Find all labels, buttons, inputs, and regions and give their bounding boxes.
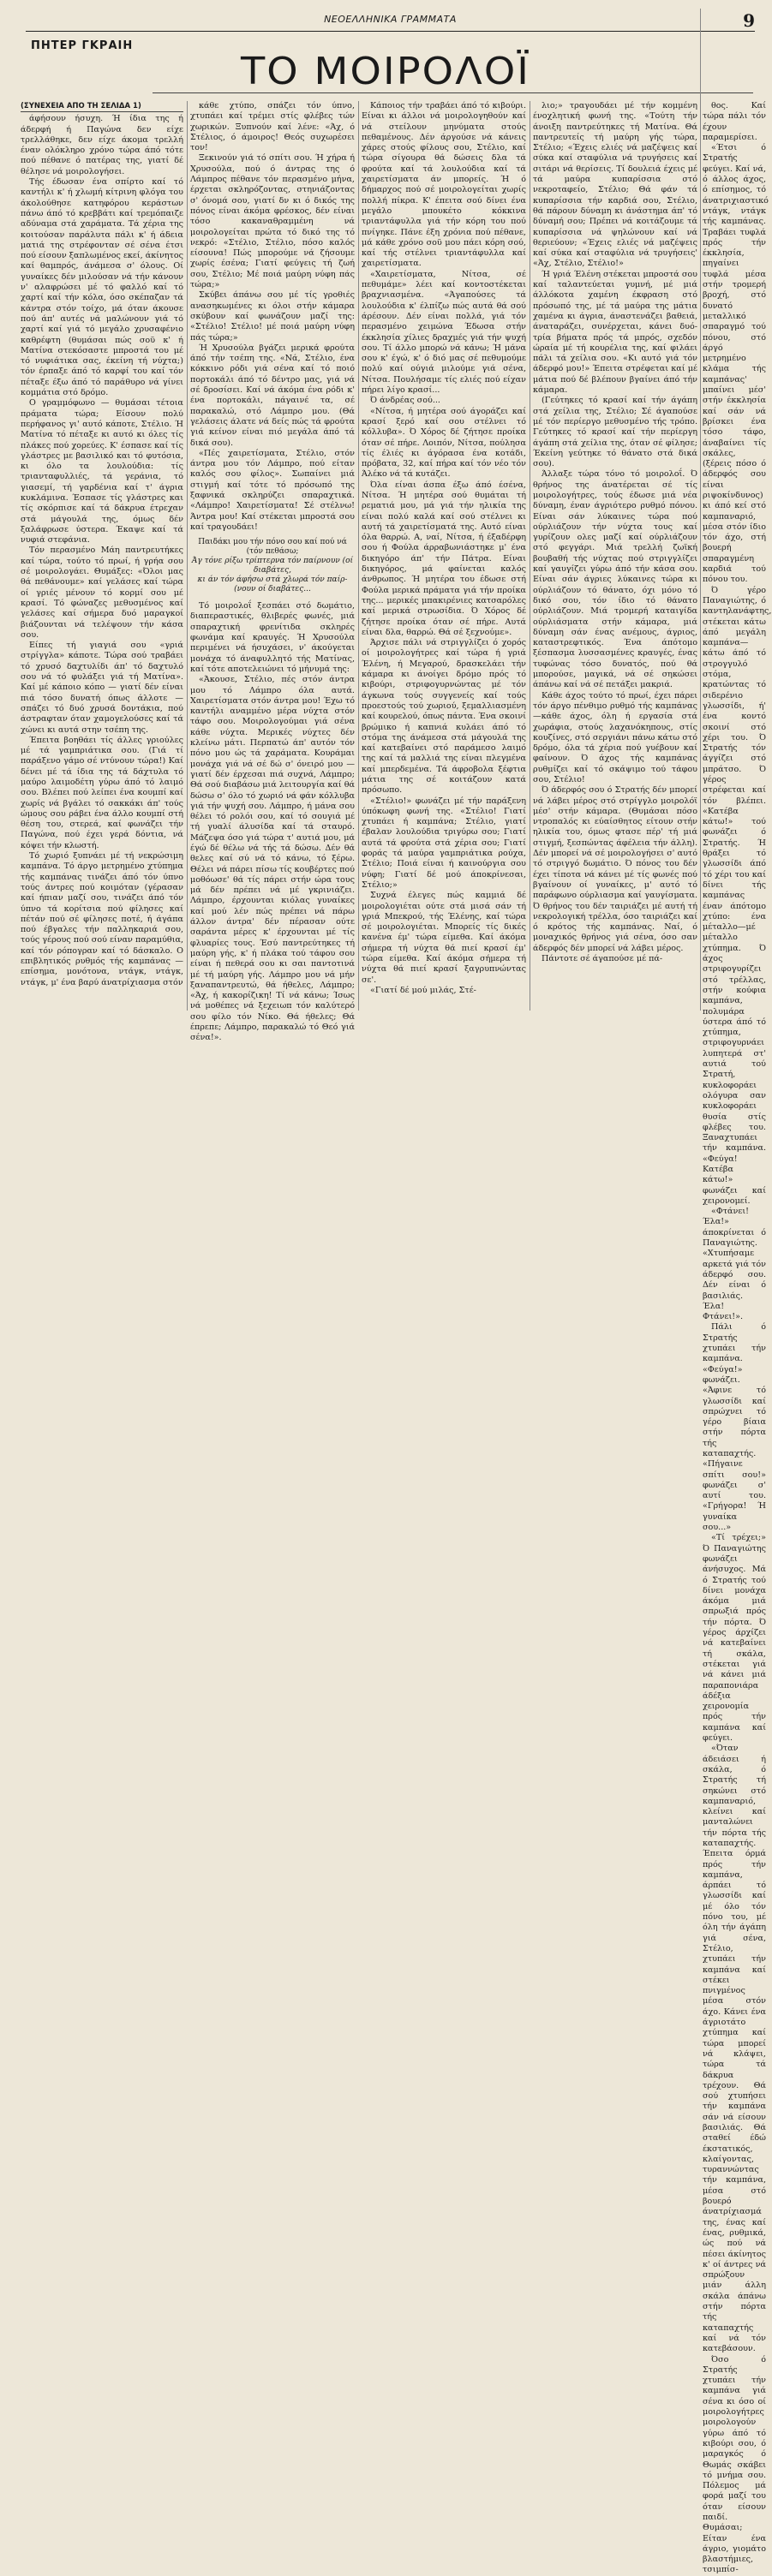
paragraph: Τό μοιρολοΐ ξεσπάει στό δωμάτιο, διαπεραστικές, θλιβερές φωνές, μιά σπαραχτική φρενίτιδα σκληρές φωνάμα καί κραυγές. Ή Χρυσούλα περιμένει νά ήσυχάσει, ν' άκούγεται μονάχα τό άναφυλλητό τής Ματίνας, καί τότε αποτελειώνει τό μήνυμά της: [190, 601, 355, 674]
paragraph: Συχνά έλεγες πώς καμμιά δέ μοιρολογιέται ούτε στά μισά σάν τή γριά Μπεκρού, τής Έλένης, καί τώρα σέ μοιρολογιέται. Μπορείς τίς δικές κανένα έμ' τώρα είμεθα. Καί άκόμα σήμερα τή νύχτα θά πιεί κρασί έμ' τώρα είμεθα. Καί άκόμα σήμερα τή νύχτα θά πιεί κρασί ξαγρυπνώντας σε'. [362, 891, 526, 985]
paragraph: Τόν περασμένο Μάη παντρευτήκες καί τώρα, τούτο τό πρωί, ή γρήα σου σέ μοιρολογάει. Θυμάξες: «Όλοι μας θά πεθάνουμε» καί γελάσες καί τώρα οί γριές μένουν τό κορμί σου μέ κρασί. Τό φώναζες μεθυσμένος καί γελάσες καί σήμερα δυό μαραγκοί βιάζουνται νά τελέψουν τήν κάσα σου. [21, 546, 183, 640]
column-divider [358, 101, 359, 1011]
poem-intro: Παιδάκι μου τήν πόνο σου καί πού νά (τόν πεθάσω; [198, 538, 347, 557]
poem-verse [190, 538, 355, 594]
masthead: ΝΕΟΕΛΛΗΝΙΚΑ ΓΡΑΜΜΑΤΑ [324, 14, 457, 25]
paragraph: Έπειτα βοηθάει τίς άλλες γριούλες μέ τά γαμπριάτικα σου. (Γιά τί παράξενο γάμο σέ ντύνουν τώρα!) Καί δένει μέ τά ίδια της τά δάχτυλα τό μαύρο λαιμοδέτη γύρω άπό τό λαιμό σου. Βλέπει πού λείπει ένα κουμπί καί χωρίς νά βγάλει τό σακκάκι άπ' τούς ώμους σου ράβει ένα άλλο κουμπί στή θέση του, στερεά, καί φωνάζει τήν Παγώνα, πού έχει γερά δόντια, νά κόψει τήν κλωστή. [21, 735, 183, 850]
poem-line: Άγ τόνε ρίξω τρίπτερνα τόν παίρνουν (οί διαβάτες, [191, 557, 354, 575]
paragraph: Τό χωριό ξυπνάει μέ τή νεκρώσιμη καμπάνα. Τό άργο μετρημένο χτύπημα τής καμπάνας τινάζει άπό τόν ύπνο τούς άντρες πού κοιμόταν (γέρασαν καί ήπιαν μαζί σου, τινάζει άπό τόν ύπνο τά κορίτσια πού φίλησες καί πέτάν πού σέ φίλησες ποτέ, ή άγάπα πού έβγαλες τήν παλληκαριά σου, τούς γέρους πού σού είναν παραμύθια, καί τόν ρόπογραν καί τό δάσκαλο. Ο επιβλητικός ρυθμός τής καμπάνας — επίσημα, μονότονα, ντάγκ, ντάγκ, ντάγκ, μ' ένα βαρύ άνατρίχιασμα στόν [21, 851, 183, 987]
paragraph: «Νίτσα, ή μητέρα σού άγοράζει καί κρασί ξερό καί σου στέλνει τό κόλλυβα». Ό Χόρος δέ ζήτησε προίκα όταν σέ πήρε. Λοιπόν, Νίτσα, πούλησα τίς έλιές κι άγόρασα ένα κοτάδι, πρόβατα, 32, καί πήρα καί τόν νέο τόν Άλέκο νά τά κυτάζει. [362, 406, 526, 480]
paragraph: Πάντοτε σέ άγαπούσε μέ πά- [542, 954, 663, 964]
paragraph: Τής έδωσαν ένα σπίρτο καί τό καντήλι κ' ή χλωμή κίτρινη φλόγα του άκολούθησε κατηφόρου κεράστων πάνω άπό τό κρεββάτι καί τρεμόπαιζε αδύναμα στά χαράματα. Τά χέρια της κοιτούσαν παράλυτα πάλι κ' ή άδεια ματιά της στρέφονταν σέ σένα έτσι πού είσουν ξαπλωμένος εκεί, άκίνητος καί θαμπρός, άνάμεσα σ' όλους. Οί γυναίκες δέν μιλούσαν νά τήν κάνουν ν' αλαφρώσει μέ τό φαλλό καί τό χαρτί καί τήν κόλα, όσο σκέπαζαν τά κάντρα στόν τοίχο, μά όταν άκουσε πού άπ' αυτές νά μαλώνουν γιά τό χαρτί καί γιά τό μεγάλο χρυσαφένιο καθρέφτη (θυμάσαι πώς σοϋ κ' ή Ματίνα στεκόσαστε μπροστά του μέ τό νυφιάτικα σας, έκείνη τή νύχτα;) τόν έρπαξε άπό τό καρφί του καί τόν πέταξε έξω άπό τό παράθυρο νά γίνει κομμάτια στό δρόμο. [21, 177, 184, 398]
paragraph: «Άκουσε, Στέλιο, πές στόν άντρα μου τό Λάμπρο όλα αυτά. Χαιρετίσματα στόν άντρα μου! Έχω τό καντήλι αναμμένο μέρα νύχτα στόν τάφο σου. Μοιρολογούμαι γιά σένα κάθε νύχτα. Μερικές νύχτες δέν κλείνω μάτι. Περπατώ άπ' αυτόν τόν πόνο μου ώς τά χαράματα. Κουράμαι μονάχα γιά νά σέ δώ σ' όνειρό μου — γιατί δέν έρχεσαι πιά συχνά, Λάμπρο; Θά σού διαβάσω μιά λειτουργία καί θά δώσω σ' όλο τό χωριό νά φάν κόλλυβα γιά τήν ψυχή σου. Λάμπρο, ή μάνα σου θέλει τό ρολόι σου, καί τό σουγιά μέ τή γυαλί άλυσίδα καί τά σταυρό. Μάζεψα όσο γιά τώρα τ' αυτιά μου, μά έγώ δέ θέλω νά τής τά δώσω. Δέν θά θελες καί σύ νά τό κάνω, τό ξέρω. Θέλει νά πάρει πίσω τίς κουβέρτες πού μοθόωσε' θά τίς πάρει στήν ώρα τους μά δέν πρέπει νά μέ γκρινιάζει. Λάμπρο, έρχουνται κιόλας γυναίκες καί μού λέν πώς πρέπει νά πάρω άλλον άντρα' δέν πέρασαν ούτε σαράντα μέρες κ' έρχουνται μέ τίς φλυαρίες τους. Έσύ παντρεύτηκες τή μαύρη γής, κ' ή πλάκα τού τάφου σου είναι ή πεθερά σου κι σαι παντοτινά μέ τή μαύρη γής. Λάμπρο μου νά μήν ξαναπαντρευτώ, θά ήθελες, Λάμπρο; «Άχ, ή κακορίζικη! Τί νά κάνω; Ίσως νά μοθέπες νά ξεχειωπ τόν καλύτερό σου φίλο τόν Νίκο. Θά ήθελες; Θά έπρεπε; Λάμπρο, παρακαλώ τό Θεό γιά σένα!». [190, 675, 355, 1043]
article-title: ΤΟ ΜΟΙΡΟΛΟΪ [240, 50, 531, 93]
column-1 [21, 101, 183, 1019]
column-3 [362, 101, 526, 1019]
paragraph: Άλλαξε τώρα τόνο τό μοιρολοΐ. Ό θρήνος της άνατέρεται σέ τίς μοιρολογήτρες, τούς έδωσε μιά νέα δύναμη, έναν άγριότερο ρυθμό πόνου. Είναι σάν λύκαινες τώρα πού ούρλιάζουν τήν νύχτα τους καί γυρίζουν ολες μαζί καί ούρλιάζουν στό φεγγάρι. Μιά τρελλή ζωϊκή βουβαθή τής νύχτας πού στριγγλίζει καί γαυγίζει γύρω άπό τήν κάσα σου. Είναι σάν άγριες λύκαινες τώρα κι ούρλιάζουν τό θάνατο, όχι μόνο τό δικό σου, τόν ίδιο τό θάνατο ούρλιάζουν. Μιά τρομερή καταιγίδα ούρλιάσματα στήν κάμαρα, μιά δύναμη σάν ένας ανέμους, άγριος, καταστρεφτικός. Ένα άπότομο ξέσπασμα λυσσασμένες κραυγές, ένας τυφώνας τόσο δυνατός, πού θά μπορούσε, μαγικά, νά σέ σηκώσει άπάνω καί νά σέ πετάξει μακριά. [533, 469, 697, 690]
paragraph: Σκύβει άπάνω σου μέ τίς γροθιές ανασηκωμένες κι όλοι στήν κάμαρα σκύβουν καί φωνάζουν μαζί της: «Στέλιο! Στέλιο! μέ ποιά μαύρη νύφη πάς τώρα;» [190, 290, 355, 343]
paragraph: «Στέλιο!» φωνάζει μέ τήν παράξενη ύπόκωφη φωνή της. «Στέλιο! Γιατί χτυπάει ή καμπάνα; Στέλιο, γιατί έβαλαν λουλούδια τριγύρω σου; Γιατί αυτά τά φρούτα στά χέρια σου; Γιατί φοράς τά μαύρα γαμπριάτικα ρούχα, Στέλιο; Ποιά είναι ή καινούργια σου νύφη; Γιατί δέ μού άποκρίνεσαι, Στέλιο;» [362, 796, 526, 890]
paragraph: Είπες τή γιαγιά σου «γριά στρίγγλα» κάποτε. Τώρα σού τραβάει τό χρυσό δαχτυλίδι άπ' τό δαχτυλό σου νά τό φυλάξει γιά τή Ματίνα». Καί μέ κάποιο κόπο — γιατί δέν είναι πιά τόσο δυνατή όπως άλλοτε — σπάζει τό δυό χρυσά δοντάκια, πού άστραφταν όταν χαμογελούσες καί τά χώνει κι αυτά στην τσέπη της. [21, 641, 183, 735]
paragraph: κάθε χτύπο, σπάζει τόν ύπνο, χτυπάει καί τρέμει στίς φλέβες τών χωρικών. Ξυπνούν καί λένε: «Άχ, ό Στέλιος, ό άμοιρος! Θεός συχωρέσει τον! [190, 101, 355, 153]
paragraph: Όλα είναι άσπα έξω άπό έσένα, Νίτσα. Ή μητέρα σού θυμάται τή ρεματιά μου, μά γιά τήν ηλικία της είναι πολύ καλά καί σού στέλνει κι αυτή τά χαιρετίσματά της. Αυτό είναι όλα θαρρώ. Α, ναί, Νίτσα, ή έξαδέρφη σου ή Φούλα άρραβωνιάστηκε μ' ένα δικηγόρο άπ' τήν Πάτρα. Είναι δικηγόρος, μά φαίνεται καλός άνθρωπος. Ή μητέρα του έδωσε στή Φούλα μερικά πράματα γιά τήν προίκα της... μερικές μπακιρένιες κατσαρόλες καί μερικά στρωσίδια. Ό Χόρος δέ ζήτησε προίκα όταν σέ πήρε. Αυτά είναι δλα, θαρρώ. Θά σέ ξεχνούμε». [362, 480, 526, 637]
paragraph: Πάλι ό Στρατής χτυπάει τήν καμπάνα. «Φεύγα!» φωνάζει. «Άφινε τό γλωσσίδι καί σπρώχνει τό γέρο βίαια στήν πόρτα τής καταπαχτής. «Πήγαινε σπίτι σου!» φωνάζει σ' αυτί του. «Γρήγορα! Ή γυναίκα σου...» [703, 1322, 766, 1533]
paragraph: «Όταν άδειάσει ή σκάλα, ό Στρατής τή σηκώνει στό καμπαναριό, κλείνει καί μανταλώνει τήν πόρτα τής καταπαχτής. Έπειτα όρμά πρός τήν καμπάνα, άρπάει τό γλωσσίδι καί μέ όλο τόν πόνο του, μέ όλη τήν άγάπη γιά σένα, Στέλιο, χτυπάει τήν καμπάνα καί στέκει πνιγμένος μέσα στόν άχο. Κάνει ένα άγριοτάτο χτύπημα καί τώρα μπορεί νά κλάψει, τώρα τά δάκρυα τρέχουν. Θά σού χτυπήσει τήν καμπάνα σάν νά είσουν βασιλιάς. Θά σταθεί έδώ έκστατικός, κλαίγοντας, τυραννώντας τήν καμπάνα, μέσα στό βουερό άνατρίχιασμά της, ένας καί ένας, ρυθμικά, ώς πού νά πέσει άκίνητος κ' οί άντρες νά σπρώξουν μιάν άλλη σκάλα άπάνω στήν πόρτα τής καταπαχτής καί νά τόν κατεβάσουν. [703, 1744, 766, 2354]
paragraph: «Φτάνει! Έλα!» άποκρίνεται ό Παναγιώτης. «Χτυπήσαμε αρκετά γιά τόν άδερφό σου. Δέν είναι ό βασιλιάς. Έλα! Φτάνει!». [703, 1207, 766, 1322]
paragraph: Όσο ό Στρατής χτυπάει τήν καμπάνα γιά σένα κι όσο οί μοιρολογήτρες μοιρολογούν γύρω άπό τό κιβούρι σου, ό μαραγκός ό Θωμάς σκάβει τό μνήμα σου. Πόλεμος μά φορά μαζί του όταν είσουν παιδί. Θυμάσαι; Είταν ένα άγριο, γιομάτο βλαστήμιες, τσιμπίσ- [703, 2354, 766, 2575]
paragraph: «Έτσι ό Στρατής φεύγει. Καί νά, ό άλλος άχος, ό επίσημος, τό άνατριχιαστικό ντάγκ, ντάγκ τής καμπάνας. Τραβάει τυφλά πρός τήν έκκλησία, πηγαίνει τυφλά μέσα στήν τρομερή βροχή, στό δυνατό μεταλλικό σπαραγμό τού πόνου, στό άργό μετρημένο κλάμα τής καμπάνας' μπαίνει μέσ' στήν έκκλησία καί σάν νά βρίσκει ένα τόσο τάφο, άναβαίνει τίς σκάλες, (ξέρεις πόσο ό άδερφός σου είναι ριψοκίνδυνος) κι άπό κεί στό καμπαναριό, μέσα στόν ίδιο τόν άχο, στή βουερή σπαραγμένη καρδιά τού πόνου του. [703, 143, 769, 585]
column-4 [533, 101, 697, 1019]
paragraph: Ό άνδρέας σού... [370, 396, 440, 406]
paragraph: Ξεκινούν γιά τό σπίτι σου. Ή χήρα ή Χρυσούλα, πού ό άντρας της ό Λάμπρος πέθανε τόν περασμένο μήνα, έρχεται σκληρόζοντας, στηνιάζοντας σ' όνομά σου, γιατί δν κι ό δικός της πόνος είναι άκόμα φρέσκος, δέν είναι τόσο κακαναθραμμένη νά μοιρολογείται πρώτα τό δικό της τό νεκρό: «Στέλιο, Στέλιο, πόσο καλός είσουνα! Πώς μπορούμε νά ζήσουμε χωρίς έσένα; Γιατί φεύγεις τή ζωή σου, Στέλιο; Μέ ποιά μαύρη νύφη πάς τώρα;» [190, 153, 355, 290]
continuation-note: (ΣΥΝΕΧΕΙΑ ΑΠΟ ΤΗ ΣΕΛΙΔΑ 1) [21, 101, 183, 112]
paragraph: Ή Χρυσούλα βγάζει μερικά φρούτα άπό τήν τσέπη της. «Νά, Στέλιο, ένα κόκκινο ρόδι γιά σένα καί τό ποιό πορτοκάλι άπό τό δέντρο μας, γιά νά σέ δροσίσει. Καί νά άκόμα ένα ρόδι κ' ένα πορτοκάλι, πάγαινέ τα, σέ παρακαλώ, στό Λάμπρο μου. (Θά γελάσεις άλατε νά δείς πώς τά φρούτα γιά κείνον είναι πιό μεγάλα άπό τά δικά σου). [190, 343, 355, 448]
paragraph: Άρχισε πάλι νά στριγγλίζει ό χορός οί μοιρολογήτρες καί τώρα ή γριά Έλένη, ή Μεγαρού, δρασκελάει τήν κάμαρα κι άνοίγει δρόμο πρός τό κιβούρι, στριφογυρνώντας μέ τόν άγκωνα τούς συγγενείς καί τούς προεστούς τού χωριού, ξεμαλλιασμένη καί κουρελού, όπως πάντα. Ένα σκοινί βρώμικο ή καπνιά κυλάει άπό τό στόμα της άνάμεσα στά μάγουλά της καί κατεβαίνει στό παράμεσο λαιμό της καί τά μαλλιά της είναι πλεγμένα καί μπερδεμένα. Τά άφροβολα ξέφτια μάτια της σέ κοιτάζουν κατά πρόσωπο. [362, 638, 526, 796]
paragraph: Κάθε άχος τούτο τό πρωί, έχει πάρει τόν άργο πένθιμο ρυθμό τής καμπάνας—κάθε άχος, όλη ή εργασία στά χωράφια, στούς λαχανόκηπους, στίς κουζίνες, στό σεργιάνι πάνω κάτω στό δρόμο, όλα τά χέρια πού γυέβουν καί φαίνουν. Ό άχος τής καμπάνας ρυθμίζει καί τό σκάψιμο τού τάφου σου, Στέλιο! [533, 690, 697, 784]
column-divider [700, 9, 701, 1011]
paragraph: Ό άδερφός σου ό Στρατής δέν μπορεί νά λάβει μέρος στό στρίγγλο μοιρολόϊ μέσ' στήν κάμαρα. (Θυμάσαι πόσο ντροπαλός κι εύαίσθητος είτουν στήν ηλικία του, όμως φτασε πέρ' τή μιά στιγμή, ξεσπώντας άφέλεια τήν άλλη). Δέν μπορεί νά σέ μοιρολογήσει σ' αυτό τό στριγγό δωμάτιο. Ό πόνος του δέν έχει τίποτα νά κάνει μέ τίς φωνές πού βγαίνουν οί γυναίκες, μ' αυτό τό παράφωνο ούρλιασμα καί γαυγίσματα. Ό θρήνος του δέν ταιριάζει μέ αυτή τή νεκρολογική τρέλλα, όσο ταιριάζει καί ό κρότος τής καμπάνας. Ναί, ό μοναχικός θρήνος γιά σένα, όσο σαν άδερφός δέν μπορεί νά λάβει μέρος. [533, 785, 697, 953]
paragraph: Ή γριά Έλένη στέκεται μπροστά σου καί ταλαντεύεται γυμνή, μέ μιά άλλόκοτα χαμένη έκφραση στό πρόσωπό της, μέ τά μαύρα της μάτια χαμένα κι άγρια, άναστενάζει βαθειά, άναταράζει, συνέρχεται, κάνει δυό-τρία βήματα πρός τά μπρός, σχεδόν ώραία μέ τή κουρέλια της, καί φιλάει πάλι τά χείλια σου. «Κι αυτό γιά τόν άδερφό μου!» Έπειτα στρέφεται καί μέ μάτια πού δέ βλέπουν βγαίνει άπό τήν κάμαρα. [533, 269, 697, 396]
paragraph: «Πές χαιρετίσματα, Στέλιο, στόν άντρα μου τόν Λάμπρο, πού είταν καλός σου φίλος». Σωπαίνει μιά στιγμή καί τότε τό πρόσωπό της ξαφνικά σκληρύζει σπαραχτικά. «Λάμπρο! Χαιρετίσματα! Σέ στέλνω! Άντρα μου! Καί στέκεται μπροστά σου καί τραγουδάει! [190, 448, 355, 532]
paragraph: λιο;» τραγουδάει μέ τήν κομμένη ένοχλητική φωνή της. «Τούτη τήν άνοιξη παντρεύτηκες τή Ματίνα. Θά παντρευτείς τή μαύρη γής τώρα, Στέλιο; «Έχεις ελιές νά μαζέψεις καί σύκα καί σταφύλια νά τρυγήσεις καί σιτάρι νά θερίσεις. Τί δουλειά έχεις μέ τά μαύρα κυπαρίσσια στό νεκροταφείο, Στέλιο; Θά φάν τά κυπαρίσσια τήν καρδιά σου, Στέλιο, θά πάρουν δύναμη κι άνάστημα άπ' τό δύναμή σου; Πρέπει νά κοιτάζουμε τά κυπαρίσσια νά ψηλώνουν καί νά θεριεύουν; «Έχεις ελιές νά μαζέψεις καί σύκα καί σταφύλια νά τρυγήσεις' «Άχ, Στέλιο, Στέλιο!» [533, 101, 697, 269]
paragraph: «Χαιρετίσματα, Νίτσα, σέ πεθυμάμε» λέει καί κοντοστέκεται βραχνιασμένα. «Άγαπούσες τά λουλούδια κ' έλπίζω πώς αυτά θά σού άρέσουν. Δέν είναι πολλά, γιά τόν περασμένο χειμώνα Έδωσα στήν έκκλησία χίλιες δραχμές γιά τήν ψυχή σου. Τί άλλο μπορώ νά κάνω; Ή μάνα σου κ' έγώ, κ' ό διό μας σέ πεθυμούμε πολύ καί ούγιά μιλούμε γιά σένα, Νίτσα. Πουλήσαμε τίς ελιές πού είχαν πήρει λίγο κρασί... [362, 269, 526, 396]
paragraph: «Τί τρέχει;» Ό Παναγιώτης φωνάζει άνήσυχος. Μά ό Στρατής τού δίνει μονάχα άκόμα μιά σπρωξιά πρός τήν πόρτα. Ό γέρος άρχίζει νά κατεβαίνει τή σκάλα, στέκεται γιά νά κάνει μιά παραπονιάρα άδέξια χειρονομία πρός τήν καμπάνα καί φεύγει. [703, 1533, 766, 1744]
column-2 [190, 101, 355, 1043]
poem-line: κι άν τόν άφήσω στά χλωρά τόν παίρ-(νουν οί διαβάτες... [197, 575, 348, 594]
column-divider [187, 101, 188, 1011]
column-5 [703, 101, 772, 2575]
paragraph: Ό γέρο Παναγιώτης, ό καντηλανάφτης, στέκεται κάτω άπό μεγάλη καμπάνα—κάτω άπό τό στρογγυλό στόμα, κρατώντας τό σιδερένιο γλωσσίδι, ή' ένα κοντό σκοινί στό χέρι του. Ό Στρατής τόν άγγίζει στό μπράτσο. Ό γέρος στρέφεται καί τόν βλέπει. «Κατέβα κάτω!» τού φωνάζει ό Στρατής. Ή θράξει τό γλωσσίδι άπό τό χέρι του καί δίνει τής καμπάνας έναν άπότομο χτύπο: ένα μέταλλο—μέ μέταλλο χτύπημα. Ό άχος στριφογυρίζει στό τρέλλας, στήν κούφια καμπάνα, πολυμάρα ύστερα άπό τό χτύπημα, στριφογυρνάει λυπητερά στ' αυτιά τού Στρατή, κυκλοφοράει ολόγυρα σαν κυκλοφοράει θυσία στίς φλέβες του. Ξαναχτυπάει τήν καμπάνα. «Φεύγα! Κατέβα κάτω!» φωνάζει καί χειρονομεί. [703, 585, 772, 1206]
page-header [26, 12, 755, 32]
paragraph: θος. Καί τώρα πάλι τόν έχουν παραμερίσει. [703, 101, 766, 142]
paragraph: Ο γραμμόφωνο — θυμάσαι τέτοια πράματα τώρα; Είσουν πολύ περήφανος γι' αυτό κάποτε, Στέλιο. Ή Ματίνα τό πέταξε κι αυτό κι όλες τίς πλάκες πού χορεύες. Κ' έσπασε καί τίς γλάστρες με βασιλικό και τό φυτόσια, κι όλο τα λουλούδια: τίς τριανταφυλλιές, τά γεράνια, τό γιασεμί, τή γαρδένια καί τ' άγρια κυκλάμινα. Έσπασε τίς γλάστρες και τίς σκόρπισε καί τά δάκρυα έτρεχαν στά μάγουλά της, όμως δέν ξαλάφρωσε ύστερα. Έκαψε καί τά νυφιά στεφάνια. [21, 398, 183, 546]
paragraph: άφήσουν ήσυχη. Ή ίδια της ή άδερφή ή Παγώνα δεν είχε τρελλάθηκε, δεν είχε άκομα τρελλή έναν ολόκληρο χρόνο τώρα άπό τότε πού πέθανε ό πατέρας της, γιατί δέ θέλησε νά μοιρολογήσει. [21, 114, 183, 176]
paragraph: (Γεύτηκες τό κρασί καί τήν άγάπη στά χείλια της, Στέλιο; Σέ άγαπούσε μέ τόν περίεργο μεθυσμένο τής τρόπο. Γεύτηκες τό κρασί καί τήν περίεργη άγάπη στά χείλια της, όταν σέ φίλησε; Έκείνη γεύτηκε τό θάνατο στά δικά σου). [533, 396, 697, 469]
paragraph: Κάποιος τήν τραβάει άπό τό κιβούρι. Είναι κι άλλοι νά μοιρολογηθούν καί νά στείλουν μηνύματα στούς πεθαμένους. Δέν άργούσε νά κάνεις χάρες στούς φίλους σου, Στέλιο, καί τώρα σίγουρα θά δώσεις δλα τά φρούτα καί τά λουλούδια καί τά χαιρετίσματα άν μπορείς. Ή ό δήμαρχος πού σέ μοιρολογείται χωρίς πολλή πίκρα. Κ' έπειτα σού δίνει ένα μεγάλο μπουκέτο κόκκινα τριαντάφυλλα γιά τήν κόρη του πού πνίγηκε. Πάνε έξη χρόνια πού πέθανε, μά κάθε χρόνο σοϋ μου πάει κόρη σού, καί τής στέλνει τριαντάφυλλα καί χαιρετίσματα. [362, 101, 526, 269]
page-number: 9 [743, 10, 755, 31]
author-name: ΠΗΤΕΡ ΓΚΡΑΙΗ [31, 39, 134, 52]
paragraph: «Γιατί δέ μού μιλάς, Στέ- [370, 985, 476, 995]
title-rule [153, 92, 753, 93]
